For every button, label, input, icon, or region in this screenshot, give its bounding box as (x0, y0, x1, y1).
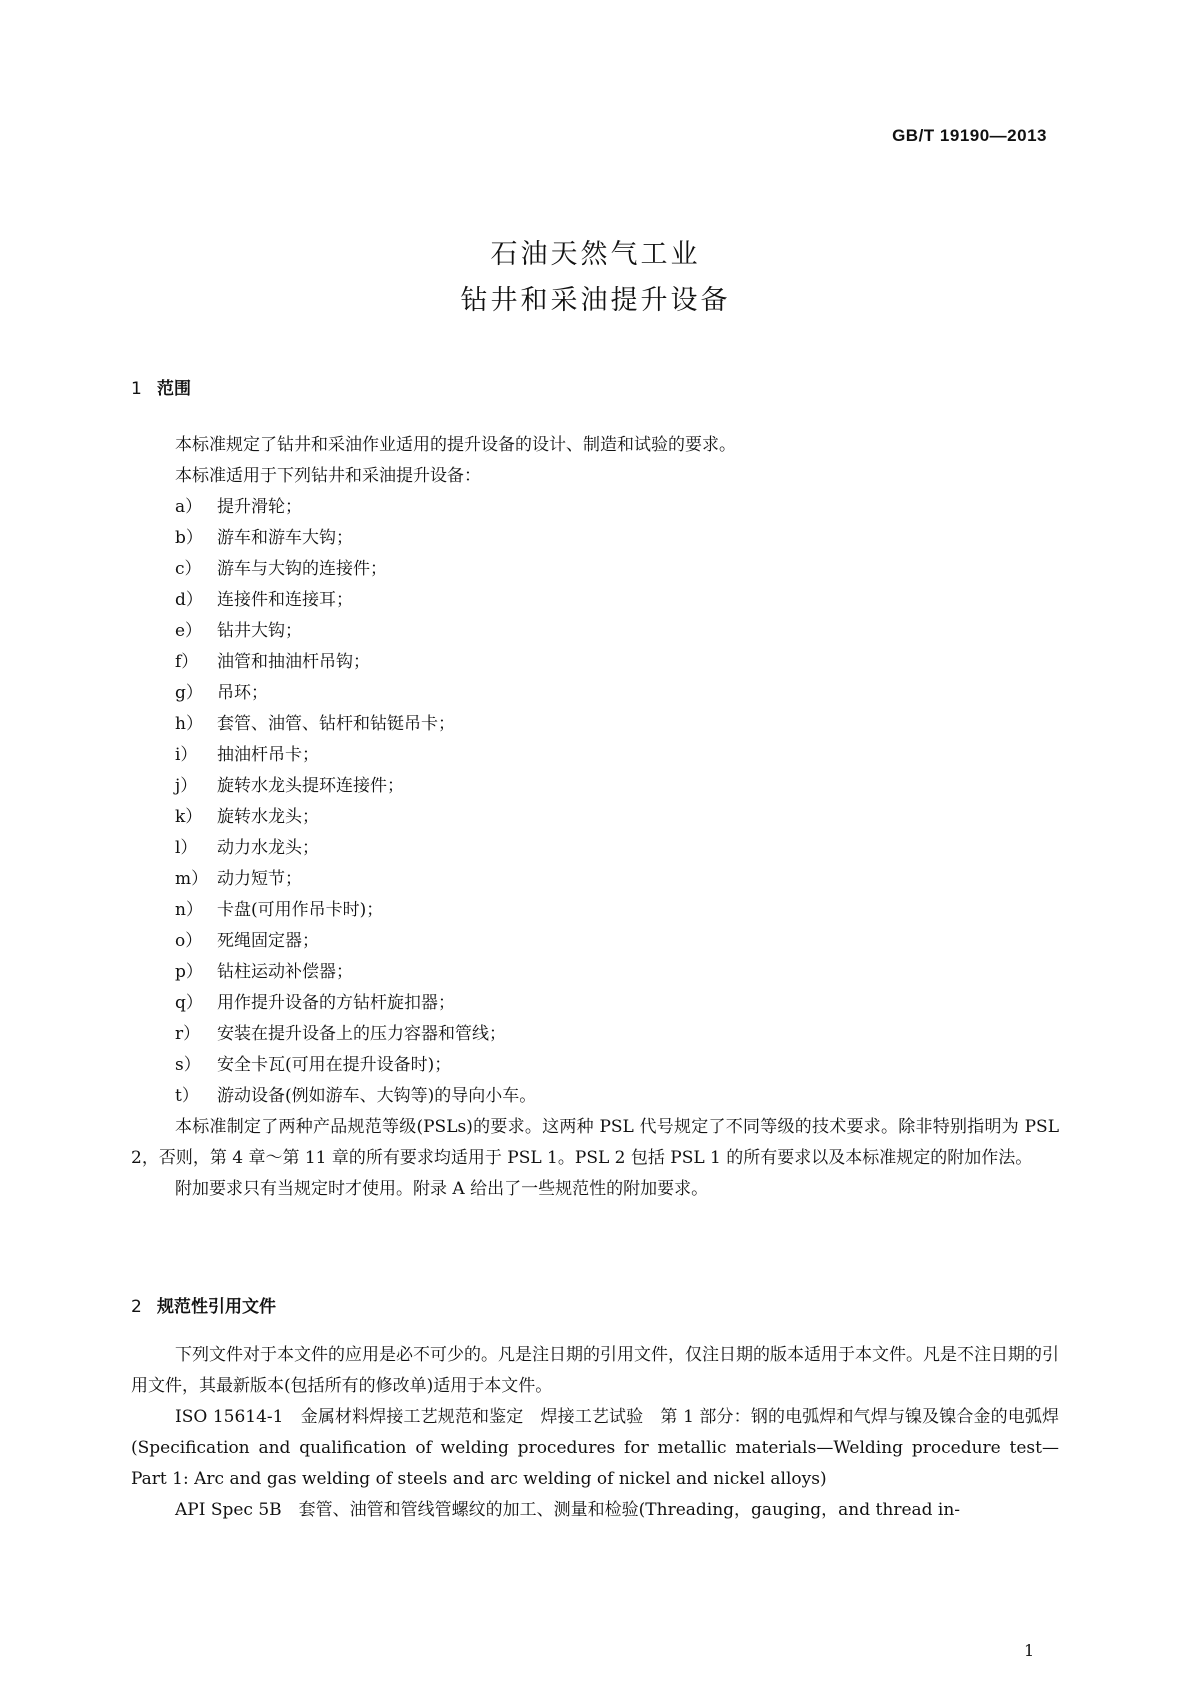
list-item: j） 旋转水龙头提环连接件； (175, 776, 404, 796)
section1-heading (131, 374, 191, 399)
list-item: f） 油管和抽油杆吊钩； (175, 652, 370, 672)
section2-body (131, 1340, 1059, 1526)
list-item: l） 动力水龙头； (175, 838, 319, 858)
standard-code: GB/T 19190—2013 (892, 126, 1047, 145)
section2-heading (131, 1292, 276, 1317)
references-intro: 下列文件对于本文件的应用是必不可少的。凡是注日期的引用文件，仅注日期的版本适用于本文件。凡是不注日期的引用文件，其最新版本(包括所有的修改单)适用于本文件。 (131, 1345, 1059, 1396)
page-number: 1 (1024, 1641, 1035, 1660)
list-item: h） 套管、油管、钻杆和钻铤吊卡； (175, 714, 455, 734)
list-item: p） 钻柱运动补偿器； (175, 962, 353, 982)
section2-title: 规范性引用文件 (157, 1297, 276, 1317)
section1-title: 范围 (157, 379, 191, 399)
list-item: q） 用作提升设备的方钻杆旋扣器； (175, 993, 455, 1013)
list-item: a） 提升滑轮； (175, 497, 302, 517)
list-item: c） 游车与大钩的连接件； (175, 559, 387, 579)
reference-iso-15614-1: ISO 15614-1 金属材料焊接工艺规范和鉴定 焊接工艺试验 第 1 部分：钢的电弧焊和气焊与镍及镍合金的电弧焊(Specification and qualification of welding procedures for metallic materials—Welding procedure test—Part 1: Arc and gas welding of steels and arc welding of nickel and nickel alloys) (131, 1407, 1059, 1489)
section2-number: 2 (131, 1297, 142, 1317)
equipment-list (131, 492, 1059, 1112)
list-item: d） 连接件和连接耳； (175, 590, 353, 610)
list-item: g） 吊环； (175, 683, 268, 703)
list-item: r） 安装在提升设备上的压力容器和管线； (175, 1024, 506, 1044)
list-item: n） 卡盘(可用作吊卡时)； (175, 900, 384, 920)
document-title-line1: 石油天然气工业 (490, 239, 701, 270)
list-item: s） 安全卡瓦(可用在提升设备时)； (175, 1055, 452, 1075)
annex-paragraph: 附加要求只有当规定时才使用。附录 A 给出了一些规范性的附加要求。 (175, 1179, 709, 1199)
list-item: m） 动力短节； (175, 869, 302, 889)
scope-paragraph-2: 本标准适用于下列钻井和采油提升设备： (175, 466, 481, 486)
section1-body (131, 430, 1059, 1205)
list-item: t） 游动设备(例如游车、大钩等)的导向小车。 (175, 1086, 537, 1106)
scope-paragraph-1: 本标准规定了钻井和采油作业适用的提升设备的设计、制造和试验的要求。 (175, 435, 736, 455)
list-item: b） 游车和游车大钩； (175, 528, 353, 548)
psl-paragraph: 本标准制定了两种产品规范等级(PSLs)的要求。这两种 PSL 代号规定了不同等级的技术要求。除非特别指明为 PSL 2，否则，第 4 章～第 11 章的所有要求均适用于 PSL 1。PSL 2 包括 PSL 1 的所有要求以及本标准规定的附加作法。 (131, 1117, 1059, 1168)
section1-number: 1 (131, 379, 142, 399)
list-item: i） 抽油杆吊卡； (175, 745, 319, 765)
list-item: e） 钻井大钩； (175, 621, 302, 641)
reference-api-spec-5b: API Spec 5B 套管、油管和管线管螺纹的加工、测量和检验(Threading，gauging，and thread in- (175, 1500, 961, 1520)
list-item: o） 死绳固定器； (175, 931, 319, 951)
document-title-line2: 钻井和采油提升设备 (460, 285, 731, 316)
list-item: k） 旋转水龙头； (175, 807, 319, 827)
